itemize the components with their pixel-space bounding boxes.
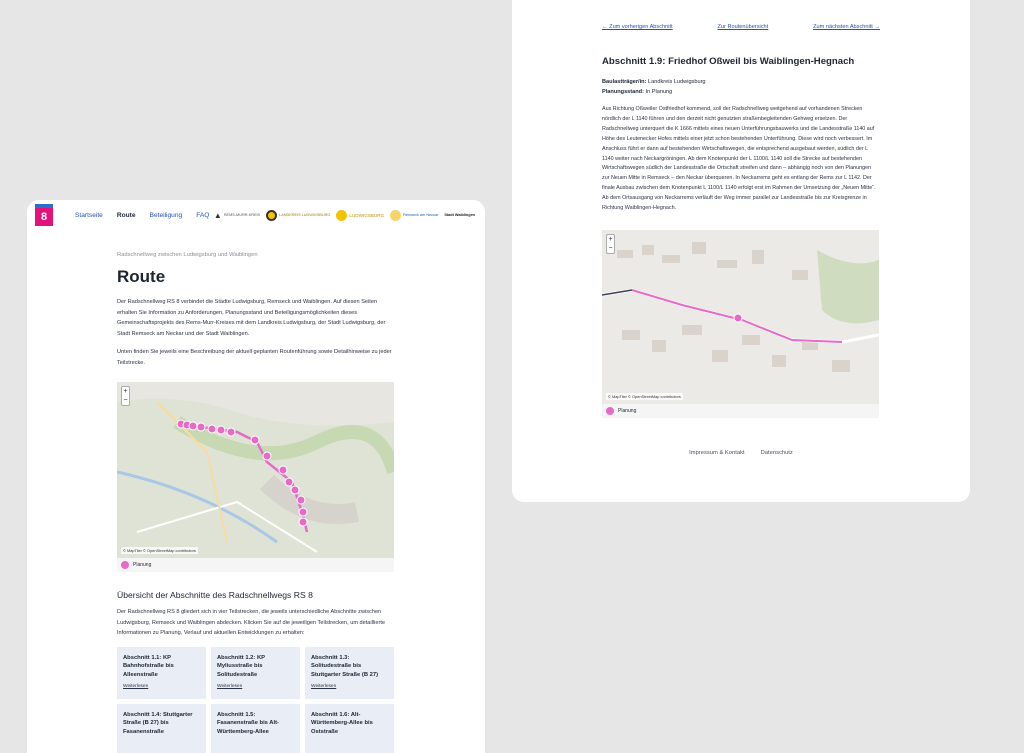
section-meta: Baulastträger/in: Landkreis Ludwigsburg Planungsstand: In Planung	[602, 79, 706, 95]
page-title: Route	[117, 267, 166, 286]
prev-section-link[interactable]: ← Zum vorherigen Abschnitt	[602, 24, 673, 30]
footer-impressum-link[interactable]: Impressum & Kontakt	[689, 449, 745, 456]
rs8-logo[interactable]: 8	[35, 204, 53, 226]
route-page-card	[27, 200, 485, 753]
section-tile[interactable]: Abschnitt 1.4: Stuttgarter Straße (B 27) bis Fasanenstraße	[117, 704, 206, 753]
owner-value: Landkreis Ludwigsburg	[648, 79, 706, 85]
section-tile[interactable]: Abschnitt 1.1: KP Bahnhofstraße bis Alleenstraße Weiterlesen	[117, 647, 206, 699]
read-more-link[interactable]: Weiterlesen	[217, 684, 243, 689]
zoom-controls	[121, 386, 130, 406]
zoom-in-button[interactable]: +	[608, 235, 613, 243]
pencil-pin-icon	[606, 407, 614, 415]
status-value: In Planung	[645, 89, 673, 95]
route-overview-map[interactable]	[117, 382, 394, 558]
nav-faq[interactable]: FAQ	[196, 211, 210, 219]
zoom-out-button[interactable]: −	[608, 244, 613, 252]
map-attribution[interactable]: © MapTiler © OpenStreetMap contributors	[608, 393, 681, 399]
zoom-in-button[interactable]: +	[123, 388, 128, 395]
map-canvas	[117, 382, 394, 558]
legend-label: Planung	[133, 562, 152, 568]
pencil-pin-icon	[121, 561, 129, 569]
next-section-link[interactable]: Zum nächsten Abschnitt →	[813, 24, 880, 30]
breadcrumb: Radschnellweg zwischen Ludwigsburg und Waiblingen	[117, 252, 258, 258]
route-overview-link[interactable]: Zur Routenübersicht	[717, 24, 769, 30]
site-footer	[602, 450, 880, 456]
section-tiles	[117, 647, 395, 753]
map-legend	[117, 558, 394, 572]
section-tile[interactable]: Abschnitt 1.6: Alt-Württemberg-Allee bis Oststraße	[305, 704, 394, 753]
overview-heading: Übersicht der Abschnitte des Radschnellwegs RS 8	[117, 590, 313, 600]
section-map[interactable]	[602, 230, 879, 404]
zoom-controls	[606, 234, 615, 254]
partner-waiblingen[interactable]: Stadt Waiblingen	[444, 213, 475, 217]
intro-text: Der Radschnellweg RS 8 verbindet die Städte Ludwigsburg, Remseck und Waiblingen. Auf diesen Seiten erhalten Sie Information zu Anforderungen, Planungsstand und Beteiligungsmöglichkeiten dieses Gemeinschaftsprojekts des Rems-Murr-Kreises mit dem Landkreis Ludwigsburg, der Stadt Ludwigsburg, der Stadt Remseck am Neckar und der Stadt Waiblingen.	[117, 299, 386, 337]
partner-logos	[214, 210, 475, 221]
partner-ludwigsburg[interactable]: LUDWIGSBURG	[336, 210, 384, 221]
section-tile[interactable]: Abschnitt 1.5: Fasanenstraße bis Alt-Württemberg-Allee	[211, 704, 300, 753]
nav-beteiligung[interactable]: Beteiligung	[149, 211, 183, 219]
map-canvas	[602, 230, 879, 404]
legend-label: Planung	[618, 407, 637, 414]
map-attribution[interactable]: © MapTiler © OpenStreetMap contributors	[123, 548, 196, 553]
nav-route[interactable]: Route	[116, 211, 136, 219]
partner-remseck[interactable]: Remseck am Neckar	[390, 210, 438, 221]
overview-text: Der Radschnellweg RS 8 gliedert sich in vier Teilstrecken, die jeweils unterschiedliche Abschnitte zwischen Ludwigsburg, Remseck und Waiblingen abdecken. Klicken Sie auf die jeweiligen Teilstrecken, um detaillierte Informationen zu Planung, Verlauf und aktuellen Entwicklungen zu erhalten:	[117, 609, 386, 636]
nav-startseite[interactable]: Startseite	[75, 211, 103, 219]
section-description: Aus Richtung Oßweiler Ostfriedhof kommend, soll der Radschnellweg weitgehend auf vorhandenen Strecken nördlich der L 1140 führen und den derzeit nicht genutzten straßenbegleitenden Gehweg ersetzen. Der Radschnellweg unterquert die K 1666 mittels eines neuen Unterführungsbauwerks und die Landesstraße 1140 auf Höhe des Leutenecker Hofes mittels einer jetzt schon bestehenden Unterführung. Diese wird noch verbessert. Im Anschluss führt er dann auf bestehenden Wirtschaftswegen, die entsprechend ausgebaut werden, südlich der L 1140 weiter nach Neckargröningen. Ab dem Knotenpunkt der L 1100/L 1140 soll die Strecke auf bestehenden Wirtschaftswegen südlich der Landesstraße die Ortschaft streifen und dann – abhängig noch von den Planungen zur Neuen Mitte in Remseck – den Neckar überqueren. In Neckarrems geht es entlang der Rems zur L 1142. Der finale Ausbau zwischen dem Knotenpunkt L 1100/L 1140 erfolgt erst im Rahmen der Umsetzung der „Neuen Mitte“. Ab dem Ortsausgang von Neckarrems verläuft der Weg immer parallel zur Landesstraße bis zur Kreisgrenze in Richtung Waiblingen-Hegnach.	[602, 106, 876, 212]
main-nav	[75, 212, 209, 219]
section-tile[interactable]: Abschnitt 1.2: KP Myliusstraße bis Solitudestraße Weiterlesen	[211, 647, 300, 699]
zoom-out-button[interactable]: −	[123, 397, 128, 404]
partner-lk-ludwigsburg[interactable]: LANDKREIS LUDWIGSBURG	[266, 210, 330, 221]
section-pager	[602, 24, 880, 30]
footer-datenschutz-link[interactable]: Datenschutz	[760, 449, 793, 456]
section-detail-card	[512, 0, 970, 502]
section-title: Abschnitt 1.9: Friedhof Oßweil bis Waiblingen-Hegnach	[602, 56, 855, 67]
site-header	[27, 200, 485, 230]
intro-text-2: Unten finden Sie jeweils eine Beschreibung der aktuell geplanten Routenführung sowie Detailhinweise zu jeder Teilstrecke.	[117, 349, 392, 366]
section-tile[interactable]: Abschnitt 1.3: Solitudestraße bis Stuttgarter Straße (B 27) Weiterlesen	[305, 647, 394, 699]
map-legend	[602, 404, 879, 418]
partner-rems-murr[interactable]: ▲ REMS-MURR-KREIS	[213, 210, 261, 220]
read-more-link[interactable]: Weiterlesen	[311, 684, 337, 689]
read-more-link[interactable]: Weiterlesen	[123, 684, 149, 689]
